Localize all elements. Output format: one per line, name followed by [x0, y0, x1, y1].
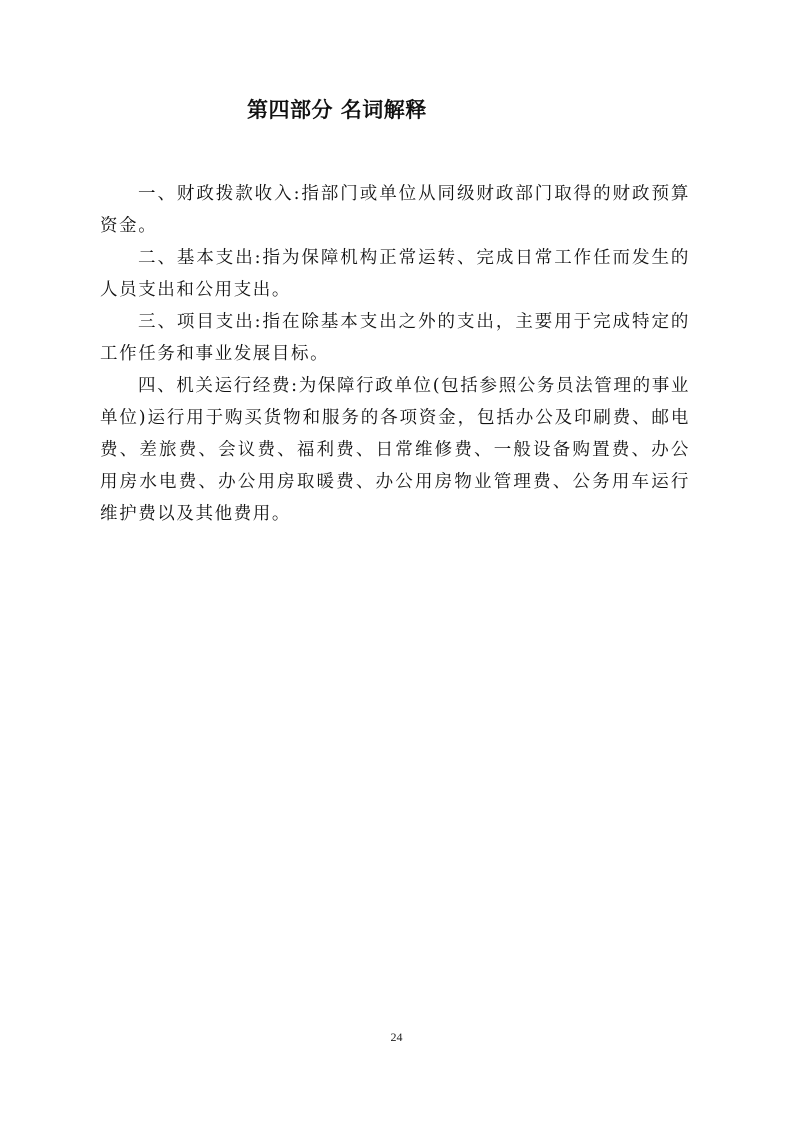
document-body: [100, 178, 690, 530]
paragraph-agency-operating-expenses: 四、机关运行经费:为保障行政单位(包括参照公务员法管理的事业单位)运行用于购买货物和服务的各项资金，包括办公及印刷费、邮电费、差旅费、会议费、福利费、日常维修费、一般设备购置费、办公用房水电费、办公用房取暖费、办公用房物业管理费、公务用车运行维护费以及其他费用。: [100, 376, 690, 524]
paragraph-financial-appropriation-income: 一、财政拨款收入:指部门或单位从同级财政部门取得的财政预算资金。: [100, 184, 690, 236]
paragraph-basic-expenditure: 二、基本支出:指为保障机构正常运转、完成日常工作任而发生的人员支出和公用支出。: [100, 248, 690, 300]
paragraph-project-expenditure: 三、项目支出:指在除基本支出之外的支出，主要用于完成特定的工作任务和事业发展目标。: [100, 312, 690, 364]
page-number: 24: [390, 1030, 403, 1044]
page-title: 第四部分 名词解释: [247, 98, 427, 122]
